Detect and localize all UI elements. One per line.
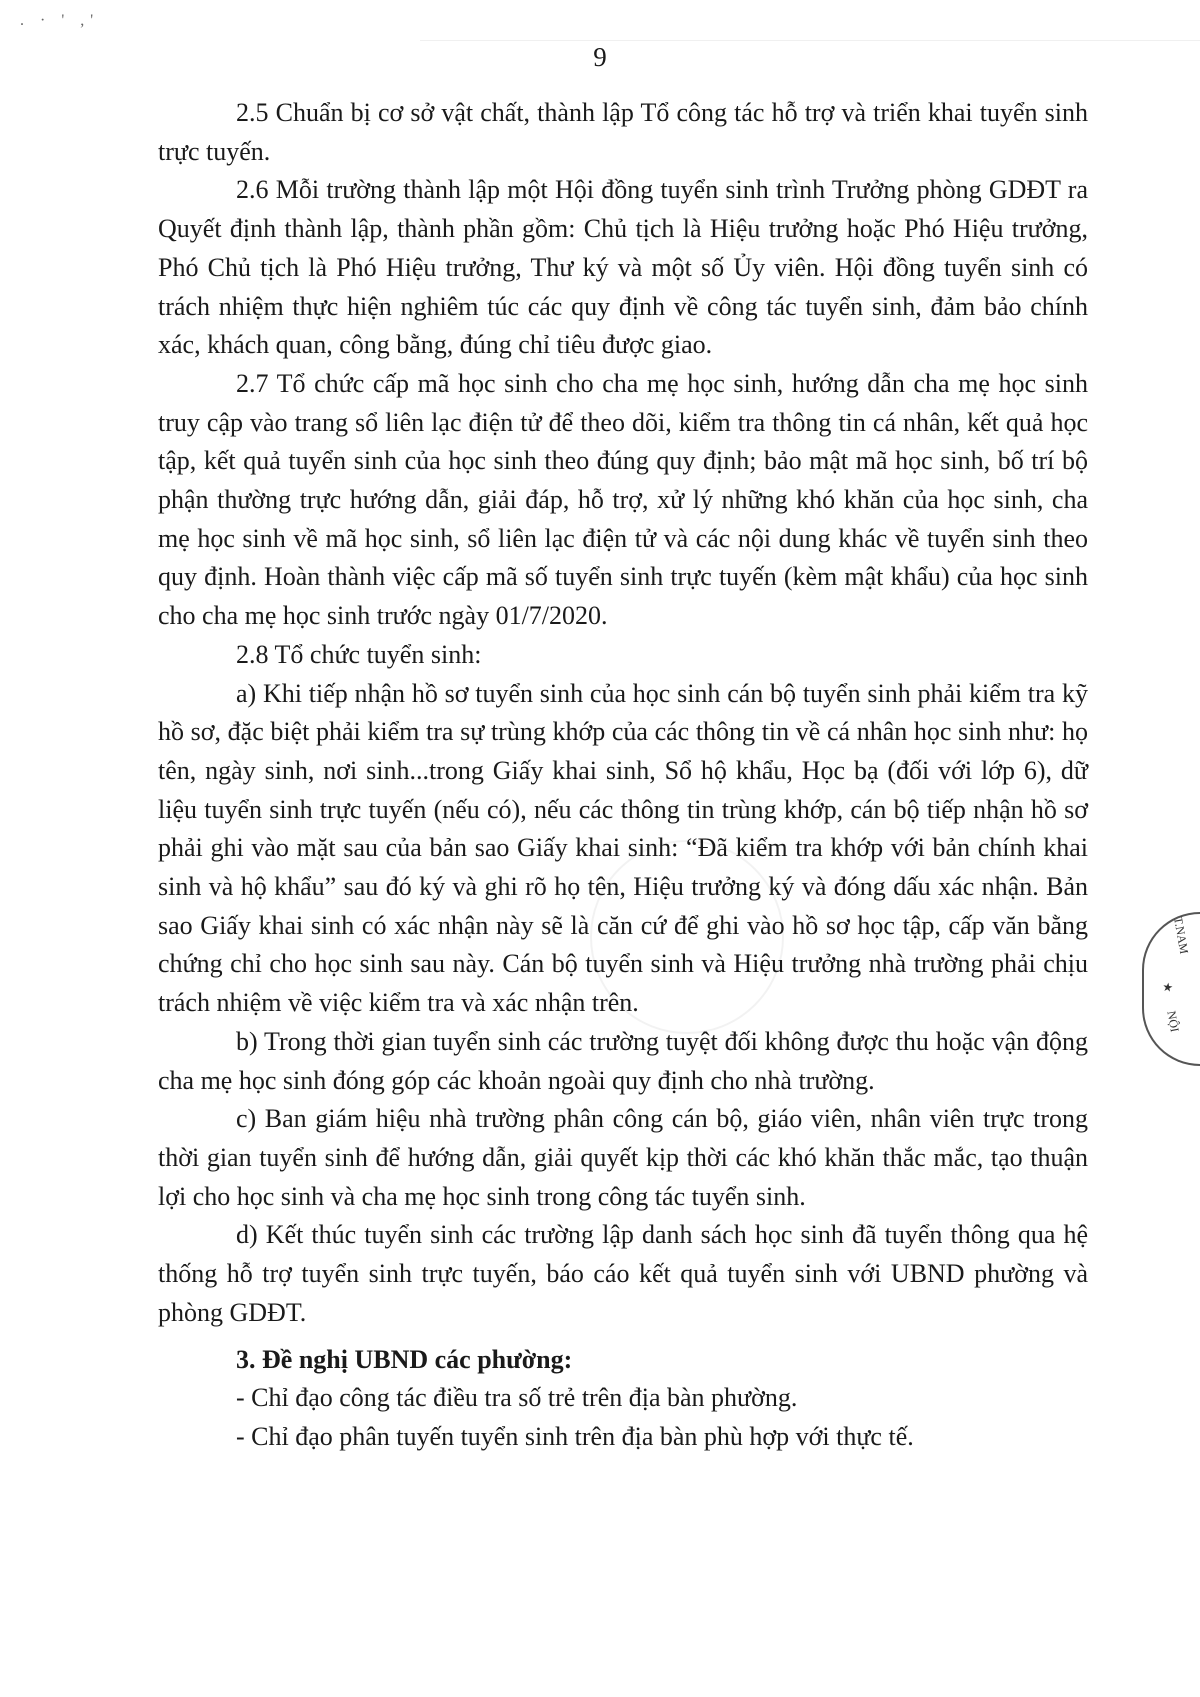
paragraph-2-7: 2.7 Tổ chức cấp mã học sinh cho cha mẹ học sinh, hướng dẫn cha mẹ học sinh truy cập vào trang sổ liên lạc điện tử để theo dõi, kiểm tra thông tin cá nhân, kết quả học tập, kết quả tuyển sinh của học sinh theo đúng quy định; bảo mật mã học sinh, bố trí bộ phận thường trực hướng dẫn, giải đáp, hỗ trợ, xử lý những khó khăn của học sinh, cha mẹ học sinh về mã học sinh, sổ liên lạc điện tử và các nội dung khác về tuyển sinh theo quy định. Hoàn thành việc cấp mã số tuyển sinh trực tuyến (kèm mật khẩu) của học sinh cho cha mẹ học sinh trước ngày 01/7/2020. [158,368,1088,631]
stamp-text-bottom: NỘI [1164,1009,1182,1034]
scan-margin-marks: . · ' ,' [20,12,100,29]
section-3-bullet-2: - Chỉ đạo phân tuyến tuyển sinh trên địa bàn phù hợp với thực tế. [236,1421,914,1451]
paragraph-2-8-a: a) Khi tiếp nhận hồ sơ tuyển sinh của học sinh cán bộ tuyển sinh phải kiểm tra kỹ hồ sơ, đặc biệt phải kiểm tra sự trùng khớp của các thông tin về cá nhân học sinh như: họ tên, ngày sinh, nơi sinh...trong Giấy khai sinh, Sổ hộ khẩu, Học bạ (đối với lớp 6), dữ liệu tuyển sinh trực tuyến (nếu có), nếu các thông tin trùng khớp, cán bộ tiếp nhận hồ sơ phải ghi vào mặt sau của bản sao Giấy khai sinh: “Đã kiểm tra khớp với bản chính khai sinh và hộ khẩu” sau đó ký và ghi rõ họ tên, Hiệu trưởng ký và đóng dấu xác nhận. Bản sao Giấy khai sinh có xác nhận này sẽ là căn cứ để ghi vào hồ sơ học tập, cấp văn bằng chứng chỉ cho học sinh sau này. Cán bộ tuyển sinh và Hiệu trưởng nhà trường phải chịu trách nhiệm về việc kiểm tra và xác nhận trên. [158,678,1088,1018]
paragraph-2-8-b: b) Trong thời gian tuyển sinh các trường tuyệt đối không được thu hoặc vận động cha mẹ học sinh đóng góp các khoản ngoài quy định cho nhà trường. [158,1026,1088,1095]
paragraph-2-6: 2.6 Mỗi trường thành lập một Hội đồng tuyển sinh trình Trưởng phòng GDĐT ra Quyết định thành lập, thành phần gồm: Chủ tịch là Hiệu trưởng hoặc Phó Hiệu trưởng, Phó Chủ tịch là Phó Hiệu trưởng, Thư ký và một số Ủy viên. Hội đồng tuyển sinh có trách nhiệm thực hiện nghiêm túc các quy định về công tác tuyển sinh, đảm bảo chính xác, khách quan, công bằng, đúng chỉ tiêu được giao. [158,175,1088,360]
section-3-bullet-1: - Chỉ đạo công tác điều tra số trẻ trên địa bàn phường. [236,1383,798,1413]
page-number: 9 [593,42,607,72]
document-body [158,94,1088,1457]
paragraph-2-8-d: d) Kết thúc tuyển sinh các trường lập danh sách học sinh đã tuyển thông qua hệ thống hỗ trợ tuyển sinh trực tuyến, báo cáo kết quả tuyển sinh với UBND phường và phòng GDĐT. [158,1220,1088,1327]
paragraph-2-5: 2.5 Chuẩn bị cơ sở vật chất, thành lập Tổ công tác hỗ trợ và triển khai tuyển sinh trực tuyến. [158,98,1088,166]
paragraph-2-8-c: c) Ban giám hiệu nhà trường phân công cán bộ, giáo viên, nhân viên trực trong thời gian tuyển sinh để hướng dẫn, giải quyết kịp thời các khó khăn thắc mắc, tạo thuận lợi cho học sinh và cha mẹ học sinh trong công tác tuyển sinh. [158,1104,1088,1211]
stamp-text-top: T.NAM [1171,915,1192,956]
stamp-star-icon: ★ [1160,980,1176,994]
section-3-heading: 3. Đề nghị UBND các phường: [236,1344,573,1374]
red-stamp-fragment [1142,912,1200,1066]
paragraph-2-8-heading: 2.8 Tổ chức tuyển sinh: [236,639,482,669]
scan-edge-line [420,40,1200,41]
